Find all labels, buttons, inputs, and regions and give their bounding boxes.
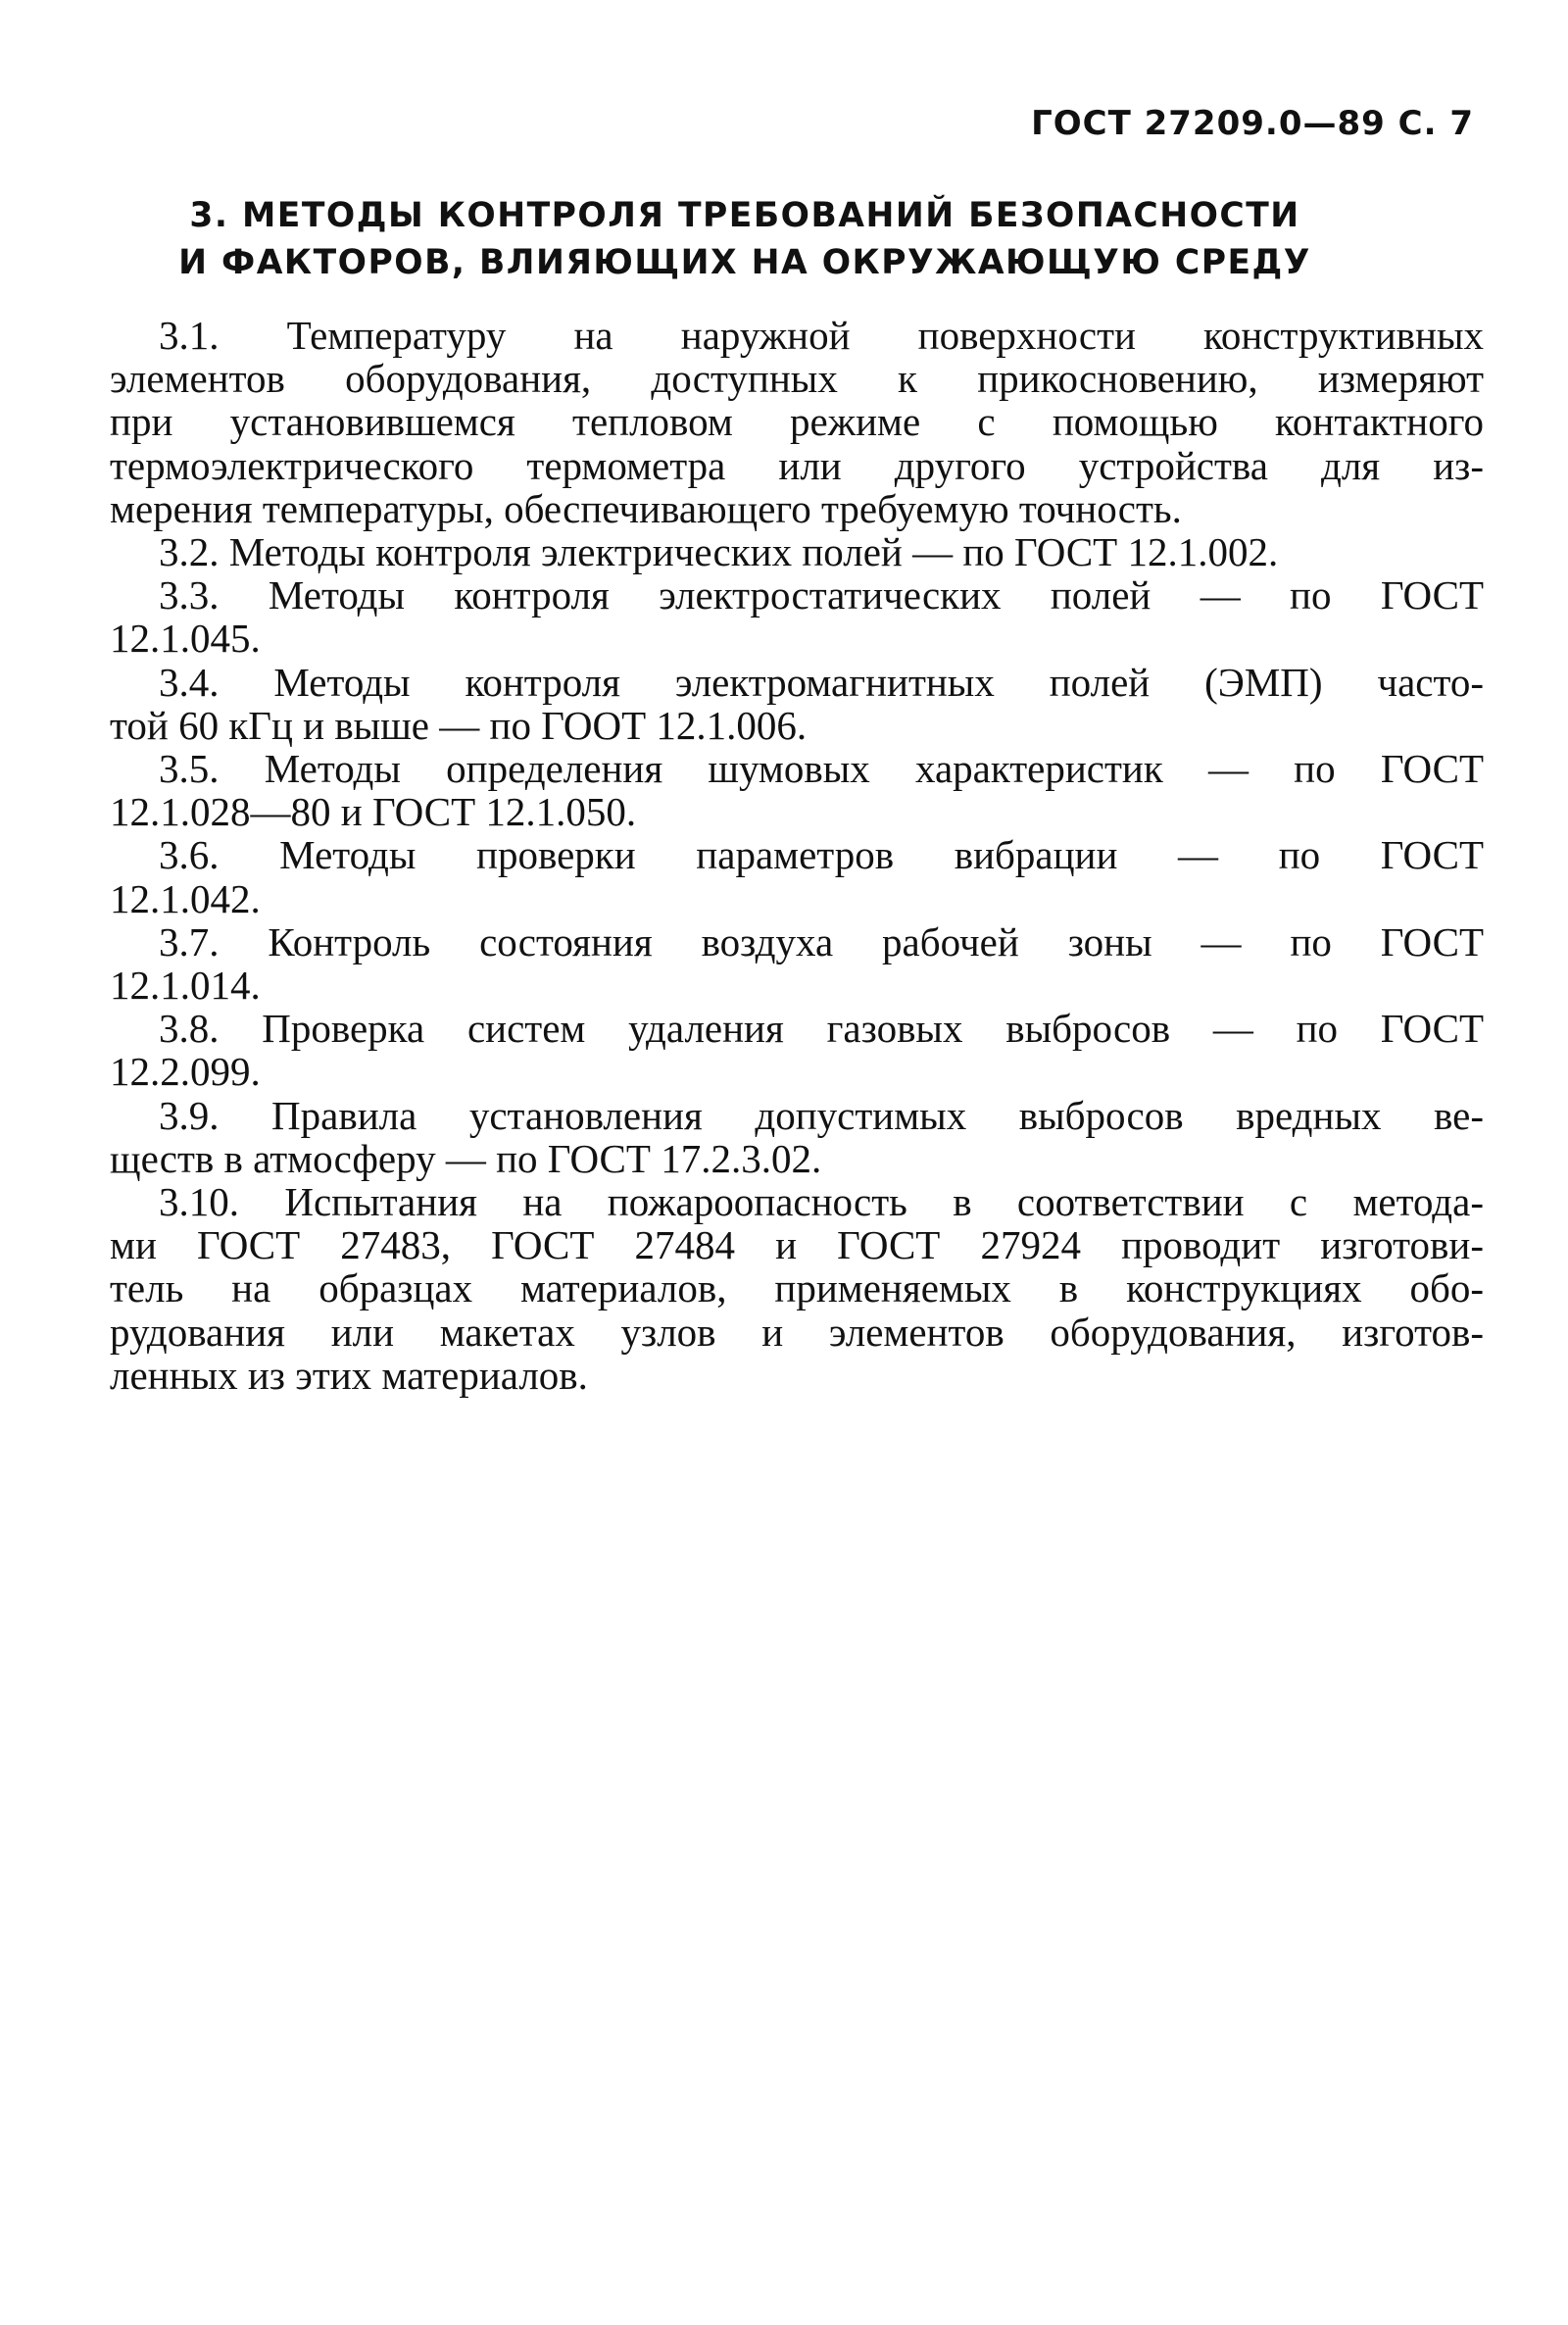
- paragraph-7: [110, 920, 1484, 1007]
- paragraph-10: [110, 1180, 1484, 1397]
- paragraph-4: [110, 661, 1484, 747]
- section-title-line-2: И ФАКТОРОВ, ВЛИЯЮЩИХ НА ОКРУЖАЮЩУЮ СРЕДУ: [178, 243, 1311, 282]
- paragraph-line: мерения температуры, обеспечивающего требуемую точность.: [110, 485, 1182, 531]
- paragraph-line: 12.1.042.: [110, 875, 261, 921]
- paragraph-line: тель на образцах материалов, применяемых в конструкциях обо-: [110, 1265, 1484, 1311]
- paragraph-line: элементов оборудования, доступных к прикосновению, измеряют: [110, 356, 1484, 402]
- paragraph-8: [110, 1007, 1484, 1093]
- paragraph-line: 3.1. Температуру на наружной поверхности конструктивных: [159, 313, 1484, 358]
- paragraph-line: 3.4. Методы контроля электромагнитных полей (ЭМП) часто-: [159, 659, 1484, 705]
- paragraph-line: термоэлектрического термометра или другого устройства для из-: [110, 442, 1484, 488]
- paragraph-line: 12.1.045.: [110, 616, 261, 662]
- page-header: ГОСТ 27209.0—89 С. 7: [1031, 104, 1474, 143]
- paragraph-line: ми ГОСТ 27483, ГОСТ 27484 и ГОСТ 27924 проводит изготови-: [110, 1222, 1484, 1268]
- paragraph-9: [110, 1094, 1484, 1180]
- paragraph-line: ленных из этих материалов.: [110, 1352, 588, 1398]
- paragraph-3: [110, 573, 1484, 660]
- paragraph-line: 3.5. Методы определения шумовых характеристик — по ГОСТ: [159, 746, 1484, 792]
- paragraph-1: [110, 314, 1484, 530]
- section-title: [147, 192, 1343, 286]
- paragraph-line: 12.2.099.: [110, 1049, 261, 1095]
- paragraph-line: 3.3. Методы контроля электростатических полей — по ГОСТ: [159, 572, 1484, 618]
- paragraph-line: 3.8. Проверка систем удаления газовых выбросов — по ГОСТ: [159, 1006, 1484, 1052]
- paragraph-line: 12.1.028—80 и ГОСТ 12.1.050.: [110, 789, 637, 835]
- paragraph-line: ществ в атмосферу — по ГОСТ 17.2.3.02.: [110, 1135, 822, 1181]
- paragraph-line: 3.7. Контроль состояния воздуха рабочей зоны — по ГОСТ: [159, 918, 1484, 965]
- paragraph-line: 3.6. Методы проверки параметров вибрации — по ГОСТ: [159, 832, 1484, 878]
- paragraph-2: [110, 530, 1484, 573]
- paragraph-line: 12.1.014.: [110, 963, 261, 1009]
- paragraph-line: 3.2. Методы контроля электрических полей — по ГОСТ 12.1.002.: [159, 529, 1279, 575]
- paragraph-line: той 60 кГц и выше — по ГООТ 12.1.006.: [110, 702, 808, 748]
- paragraph-line: при установившемся тепловом режиме с помощью контактного: [110, 399, 1484, 445]
- paragraph-line: рудования или макетах узлов и элементов оборудования, изготов-: [110, 1309, 1484, 1355]
- paragraph-line: 3.9. Правила установления допустимых выбросов вредных ве-: [159, 1092, 1484, 1138]
- section-body: [110, 314, 1484, 1397]
- paragraph-6: [110, 833, 1484, 919]
- paragraph-line: 3.10. Испытания на пожароопасность в соответствии с метода-: [159, 1179, 1484, 1225]
- section-title-line-1: 3. МЕТОДЫ КОНТРОЛЯ ТРЕБОВАНИЙ БЕЗОПАСНОСТИ: [189, 196, 1300, 235]
- paragraph-5: [110, 747, 1484, 833]
